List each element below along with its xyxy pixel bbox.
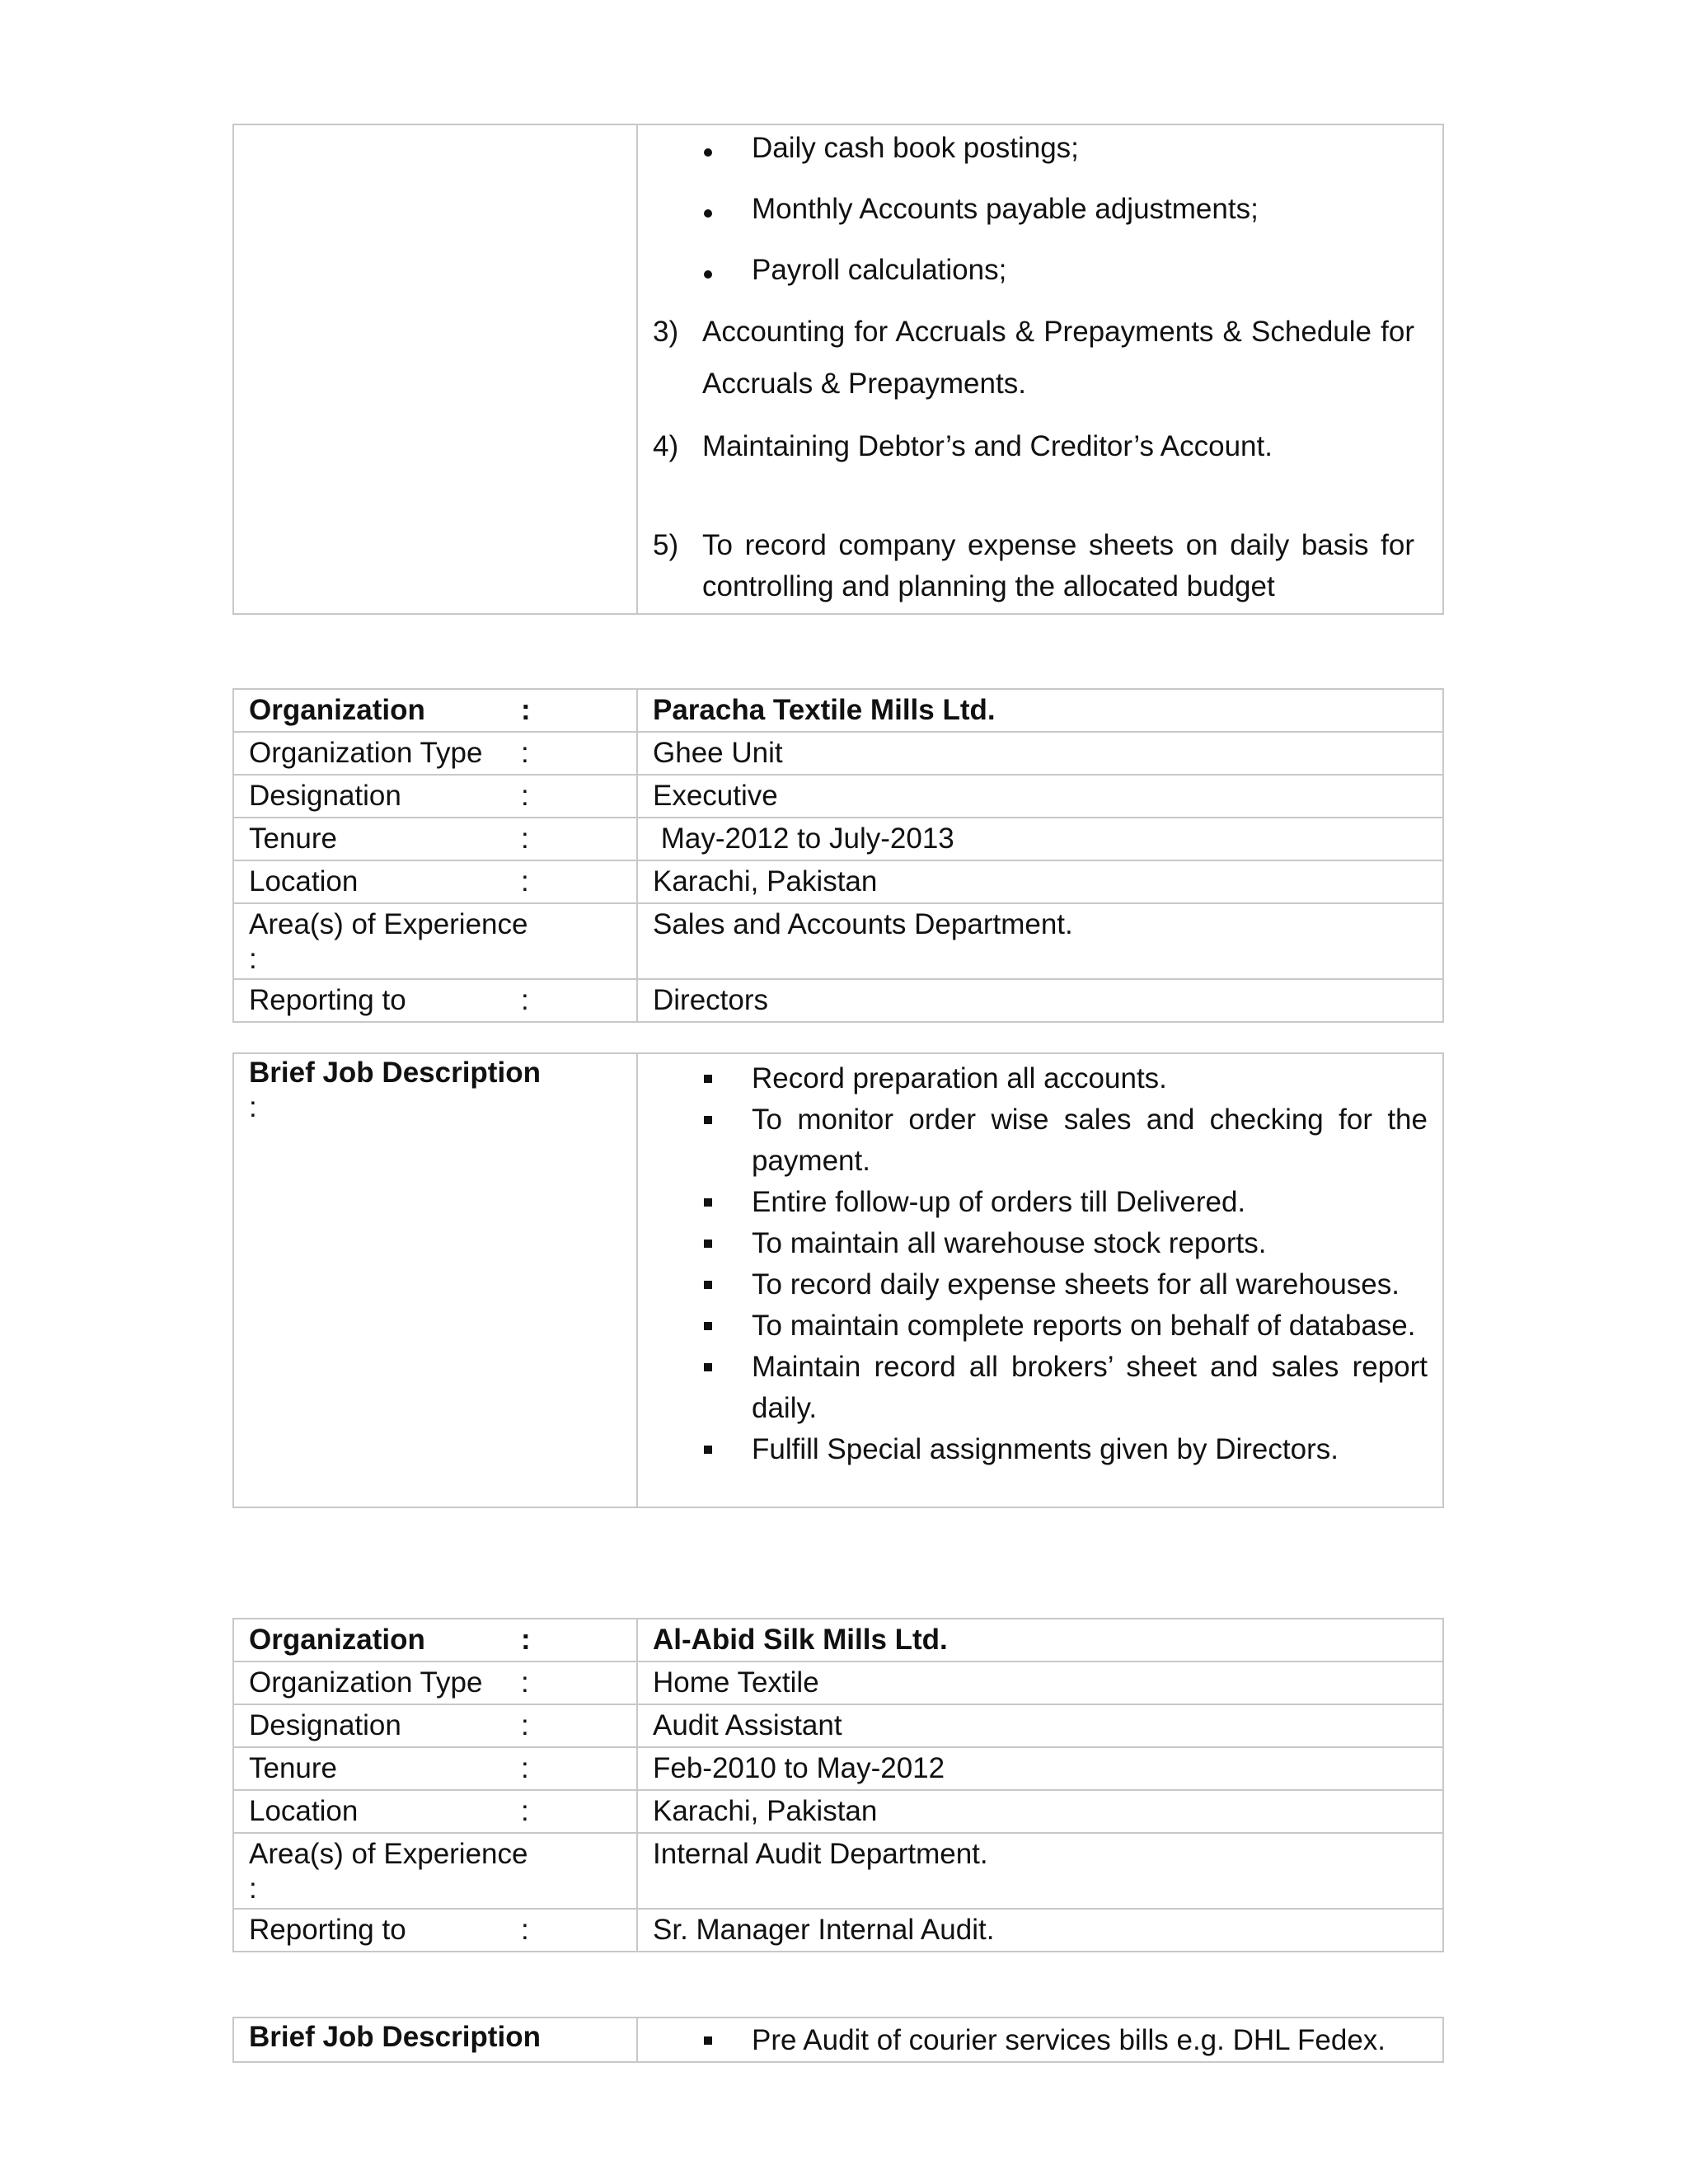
list-item: Daily cash book postings; [638,128,1442,189]
org-type-label-cell: Organization Type : [233,1661,637,1704]
list-item [638,306,1442,410]
item-number: 5) [653,529,679,561]
list-item: Fulfill Special assignments given by Directors. [638,1429,1442,1470]
description-label: Brief Job Description [249,2021,541,2053]
location-label-cell: Location : [233,1790,637,1833]
description-items-cell [637,1053,1443,1507]
job-duties-cell [637,124,1443,614]
table-row [233,1833,1443,1909]
list-item [638,525,1442,607]
organization-value: Al-Abid Silk Mills Ltd. [637,1619,1443,1661]
table-row [233,1619,1443,1661]
table-row [233,1747,1443,1790]
reporting-label-cell: Reporting to : [233,1909,637,1952]
location-value: Karachi, Pakistan [637,860,1443,903]
tenure-label-cell: Tenure : [233,818,637,860]
list-item: Record preparation all accounts. [638,1058,1442,1099]
job2-details-table [232,1618,1444,1952]
experience-label-cell: Area(s) of Experience : [233,1833,637,1909]
experience-value: Internal Audit Department. [637,1833,1443,1909]
designation-value: Audit Assistant [637,1704,1443,1747]
item-text: Accounting for Accruals & Prepayments & Schedule for Accruals & Prepayments. [702,316,1414,400]
job1-details-table [232,688,1444,1023]
organization-value: Paracha Textile Mills Ltd. [637,689,1443,732]
list-item: To maintain complete reports on behalf of database. [638,1305,1442,1347]
org-type-value: Home Textile [637,1661,1443,1704]
reporting-label-cell: Reporting to : [233,979,637,1022]
tenure-value: Feb-2010 to May-2012 [637,1747,1443,1790]
designation-value: Executive [637,775,1443,818]
list-item [638,426,1442,467]
experience-value: Sales and Accounts Department. [637,903,1443,979]
description-label-cell: Brief Job Description : [233,1053,637,1507]
job2-duties-list [638,2020,1442,2061]
organization-label-cell: Organization : [233,1619,637,1661]
designation-label-cell: Designation : [233,775,637,818]
table-row [233,1661,1443,1704]
tenure-label-cell: Tenure : [233,1747,637,1790]
table-row [233,818,1443,860]
job1-duties-list [638,1058,1442,1470]
list-item: Monthly Accounts payable adjustments; [638,189,1442,250]
list-item: Entire follow-up of orders till Delivered. [638,1182,1442,1223]
list-item: To maintain all warehouse stock reports. [638,1223,1442,1264]
item-number: 4) [653,430,679,462]
org-type-value: Ghee Unit [637,732,1443,775]
tenure-value: May-2012 to July-2013 [637,818,1443,860]
empty-label-cell [233,124,637,614]
list-item: Maintain record all brokers’ sheet and sales report daily. [638,1347,1442,1429]
numbered-duties-list [638,306,1442,607]
designation-label-cell: Designation : [233,1704,637,1747]
item-text: Maintaining Debtor’s and Creditor’s Account. [702,430,1273,462]
description-label-cell [233,2018,637,2062]
item-text: To record company expense sheets on daily basis for controlling and planning the allocated budget [702,529,1414,602]
table-row [233,979,1443,1022]
org-type-label-cell: Organization Type : [233,732,637,775]
location-value: Karachi, Pakistan [637,1790,1443,1833]
table-row [233,689,1443,732]
list-item: To monitor order wise sales and checking for the payment. [638,1099,1442,1182]
table-row [233,1909,1443,1952]
previous-job-description-table [232,124,1444,615]
table-row [233,775,1443,818]
table-row [233,732,1443,775]
list-item: Pre Audit of courier services bills e.g. DHL Fedex. [638,2020,1442,2061]
list-item: Payroll calculations; [638,250,1442,311]
reporting-value: Directors [637,979,1443,1022]
table-row [233,860,1443,903]
list-item: To record daily expense sheets for all warehouses. [638,1264,1442,1305]
organization-label-cell: Organization : [233,689,637,732]
experience-label-cell: Area(s) of Experience : [233,903,637,979]
table-row [233,1704,1443,1747]
job2-description-table [232,2017,1444,2063]
location-label-cell: Location : [233,860,637,903]
reporting-value: Sr. Manager Internal Audit. [637,1909,1443,1952]
table-row [233,1790,1443,1833]
daily-tasks-list [638,128,1442,311]
job1-description-table [232,1052,1444,1508]
description-items-cell [637,2018,1443,2062]
description-label: Brief Job Description [249,1057,541,1089]
item-number: 3) [653,316,679,348]
table-row [233,903,1443,979]
